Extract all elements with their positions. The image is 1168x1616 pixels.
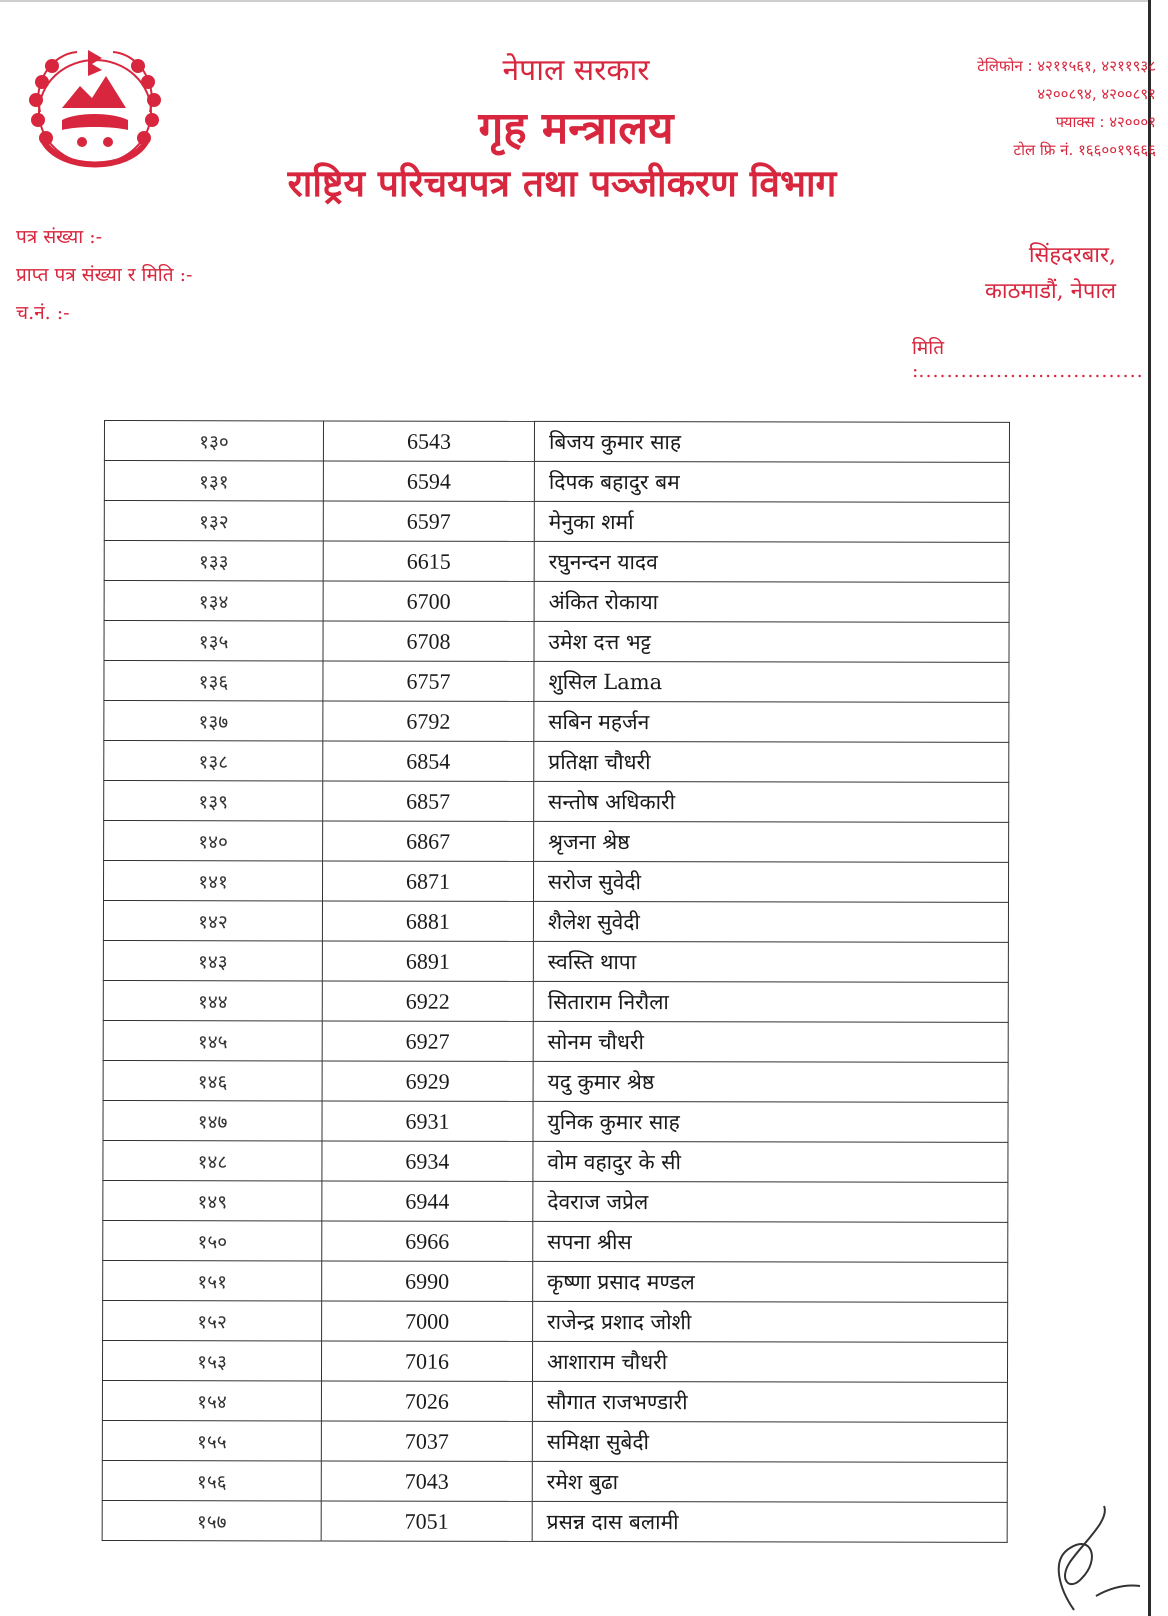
number-cell: 7016 [321,1341,532,1381]
number-cell: 6929 [322,1061,533,1101]
name-cell: स्वस्ति थापा [533,941,1008,982]
table-row [103,861,1008,903]
table-row [103,1300,1008,1342]
serial-cell: १४६ [103,1060,322,1100]
contact-block [977,52,1156,164]
serial-cell: १३५ [104,621,323,661]
serial-cell: १५१ [103,1260,322,1300]
number-cell: 7051 [321,1501,532,1541]
number-cell: 6854 [323,741,534,781]
fax-line: फ्याक्स : ४२०००१ [1055,113,1156,131]
serial-cell: १४१ [103,861,322,901]
name-cell: प्रसन्न दास बलामी [532,1501,1007,1542]
table-row [102,1340,1007,1382]
serial-cell: १५३ [102,1340,321,1380]
name-cell: सपना श्रीस [533,1221,1008,1262]
name-cell: उमेश दत्त भट्ट [534,621,1009,662]
name-cell: दिपक बहादुर बम [534,461,1009,502]
name-cell: सिताराम निरौला [533,981,1008,1022]
number-cell: 7026 [321,1381,532,1421]
number-cell: 7043 [321,1461,532,1501]
phone-line-2: ४२००८९४, ४२००८९१ [1037,85,1156,103]
number-cell: 6934 [322,1141,533,1181]
table-row [104,821,1009,863]
name-cell: राजेन्द्र प्रशाद जोशी [533,1301,1008,1342]
table-row [104,461,1009,503]
name-cell: कृष्णा प्रसाद मण्डल [533,1261,1008,1302]
serial-cell: १४४ [103,980,322,1020]
table-row [104,581,1009,623]
address-line-2: काठमाडौं, नेपाल [984,279,1116,304]
name-cell: आशाराम चौधरी [532,1341,1007,1382]
name-cell: बिजय कुमार साह [534,421,1009,462]
name-cell: प्रतिक्षा चौधरी [534,741,1009,782]
number-cell: 6927 [322,1021,533,1061]
table-row [104,741,1009,783]
table-row [102,1500,1007,1542]
number-cell: 7000 [322,1301,533,1341]
table-row [103,1140,1008,1182]
name-cell: सोनम चौधरी [533,1021,1008,1062]
dispatch-number-label: च.नं. :- [16,302,70,324]
serial-cell: १३० [104,421,323,461]
name-cell: सन्तोष अधिकारी [534,781,1009,822]
table-row [103,940,1008,982]
reference-block [16,218,192,332]
name-cell: अंकित रोकाया [534,581,1009,622]
name-cell: समिक्षा सुबेदी [532,1421,1007,1462]
table-row [103,1180,1008,1222]
table-row [102,1380,1007,1422]
serial-cell: १५६ [102,1460,321,1500]
table-row [102,1420,1007,1462]
serial-cell: १५२ [103,1300,322,1340]
number-cell: 6700 [323,581,534,621]
serial-cell: १५७ [102,1500,321,1540]
table-row [102,1460,1007,1502]
table-row [104,501,1009,543]
name-cell: शैलेश सुवेदी [533,901,1008,942]
government-title: नेपाल सरकार [502,53,650,88]
serial-cell: १३९ [104,781,323,821]
serial-cell: १३२ [104,501,323,541]
serial-cell: १३८ [104,741,323,781]
table-row [104,621,1009,663]
number-cell: 6867 [323,821,534,861]
serial-cell: १५० [103,1220,322,1260]
number-cell: 6792 [323,701,534,741]
number-cell: 6931 [322,1101,533,1141]
tollfree-line: टोल फ्रि नं. १६६००१९६६६ [1013,141,1156,159]
table-row [104,541,1009,583]
serial-cell: १३३ [104,541,323,581]
name-cell: रघुनन्दन यादव [534,541,1009,582]
number-cell: 6594 [323,461,534,501]
date-label: मिति : [912,337,945,382]
table-row [104,661,1009,703]
name-cell: शुसिल Lama [534,661,1009,702]
name-cell: युनिक कुमार साह [533,1101,1008,1142]
name-cell: वोम वहादुर के सी [533,1141,1008,1182]
serial-cell: १४८ [103,1140,322,1180]
ministry-title: गृह मन्त्रालय [478,103,674,154]
number-cell: 6857 [323,781,534,821]
phone-line: टेलिफोन : ४२११५६१, ४२११९३८ [977,57,1156,75]
table-row [104,781,1009,823]
table-row [103,1100,1008,1142]
table-row [103,980,1008,1022]
name-cell: रमेश बुढा [532,1461,1007,1502]
letter-number-label: पत्र संख्या :- [16,226,103,248]
signature-mark [1040,1500,1160,1616]
top-edge-rule [0,0,1150,2]
page-edge-rule [1148,0,1151,1616]
name-cell: मेनुका शर्मा [534,501,1009,542]
serial-cell: १५४ [102,1380,321,1420]
serial-cell: १४७ [103,1100,322,1140]
number-cell: 6543 [323,421,534,461]
table-row [104,421,1009,463]
number-cell: 7037 [321,1421,532,1461]
received-letter-label: प्राप्त पत्र संख्या र मिति :- [16,264,193,286]
serial-cell: १३७ [104,701,323,741]
table-row [104,701,1009,743]
number-cell: 6922 [322,981,533,1021]
table-row [103,1020,1008,1062]
serial-cell: १४० [104,821,323,861]
date-field: मिति :................................ [912,337,1144,382]
registration-table [102,420,1010,1543]
serial-cell: १४५ [103,1020,322,1060]
number-cell: 6708 [323,621,534,661]
serial-cell: १४२ [103,901,322,941]
name-cell: सौगात राजभण्डारी [532,1381,1007,1422]
serial-cell: १५५ [102,1420,321,1460]
number-cell: 6966 [322,1221,533,1261]
table-row [103,1060,1008,1102]
serial-cell: १३४ [104,581,323,621]
name-cell: श्रृजना श्रेष्ठ [534,821,1009,862]
address-line-1: सिंहदरबार, [1028,243,1116,268]
table-row [103,901,1008,943]
serial-cell: १३१ [104,461,323,501]
name-cell: सबिन महर्जन [534,701,1009,742]
table-row [103,1220,1008,1262]
name-cell: यदु कुमार श्रेष्ठ [533,1061,1008,1102]
serial-cell: १४३ [103,940,322,980]
number-cell: 6990 [322,1261,533,1301]
number-cell: 6881 [322,901,533,941]
number-cell: 6757 [323,661,534,701]
number-cell: 6871 [322,861,533,901]
number-cell: 6944 [322,1181,533,1221]
address-block [985,238,1116,310]
number-cell: 6597 [323,501,534,541]
name-cell: देवराज जप्रेल [533,1181,1008,1222]
number-cell: 6891 [322,941,533,981]
serial-cell: १४९ [103,1180,322,1220]
department-title: राष्ट्रिय परिचयपत्र तथा पञ्जीकरण विभाग [287,162,837,205]
number-cell: 6615 [323,541,534,581]
table-row [103,1260,1008,1302]
name-cell: सरोज सुवेदी [533,861,1008,902]
serial-cell: १३६ [104,661,323,701]
